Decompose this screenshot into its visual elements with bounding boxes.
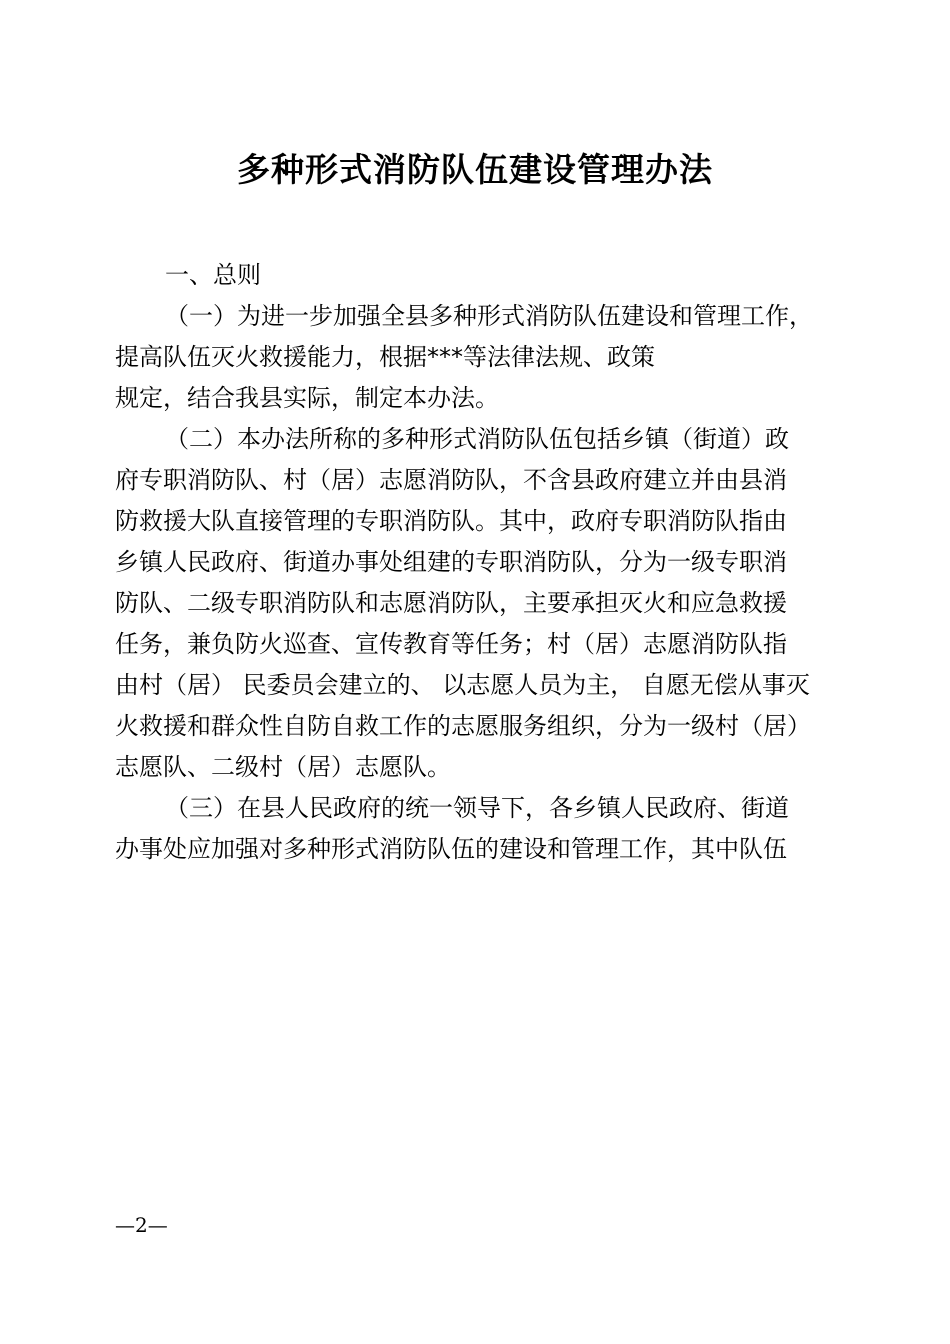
paragraph-line: 规定，结合我县实际，制定本办法。 [115, 384, 499, 412]
paragraph-line: （二）本办法所称的多种形式消防队伍包括乡镇（街道）政 [165, 425, 789, 453]
page-number: —2— [115, 1213, 168, 1237]
paragraph-line: （一）为进一步加强全县多种形式消防队伍建设和管理工作， [165, 302, 813, 330]
paragraph-line: 防队、二级专职消防队和志愿消防队，主要承担灭火和应急救援 [115, 589, 787, 617]
paragraph-line: 由村（居） 民委员会建立的、 以志愿人员为主， 自愿无偿从事灭 [115, 671, 810, 699]
paragraph-line: 府专职消防队、村（居）志愿消防队，不含县政府建立并由县消 [115, 466, 787, 494]
paragraph-line: 志愿队、二级村（居）志愿队。 [115, 753, 451, 781]
document-title: 多种形式消防队伍建设管理办法 [237, 150, 713, 189]
paragraph-line: 任务，兼负防火巡查、宣传教育等任务；村（居）志愿消防队指 [115, 630, 787, 658]
paragraph-line: 乡镇人民政府、街道办事处组建的专职消防队，分为一级专职消 [115, 548, 787, 576]
document-body [115, 255, 845, 870]
section-heading: 一、总则 [165, 261, 261, 289]
paragraph-line: 防救援大队直接管理的专职消防队。其中，政府专职消防队指由 [115, 507, 787, 535]
paragraph-line: （三）在县人民政府的统一领导下，各乡镇人民政府、街道 [165, 794, 789, 822]
paragraph-line: 提高队伍灭火救援能力，根据***等法律法规、政策 [115, 343, 655, 371]
paragraph-line: 办事处应加强对多种形式消防队伍的建设和管理工作，其中队伍 [115, 835, 787, 863]
paragraph-line: 火救援和群众性自防自救工作的志愿服务组织，分为一级村（居） [115, 712, 811, 740]
